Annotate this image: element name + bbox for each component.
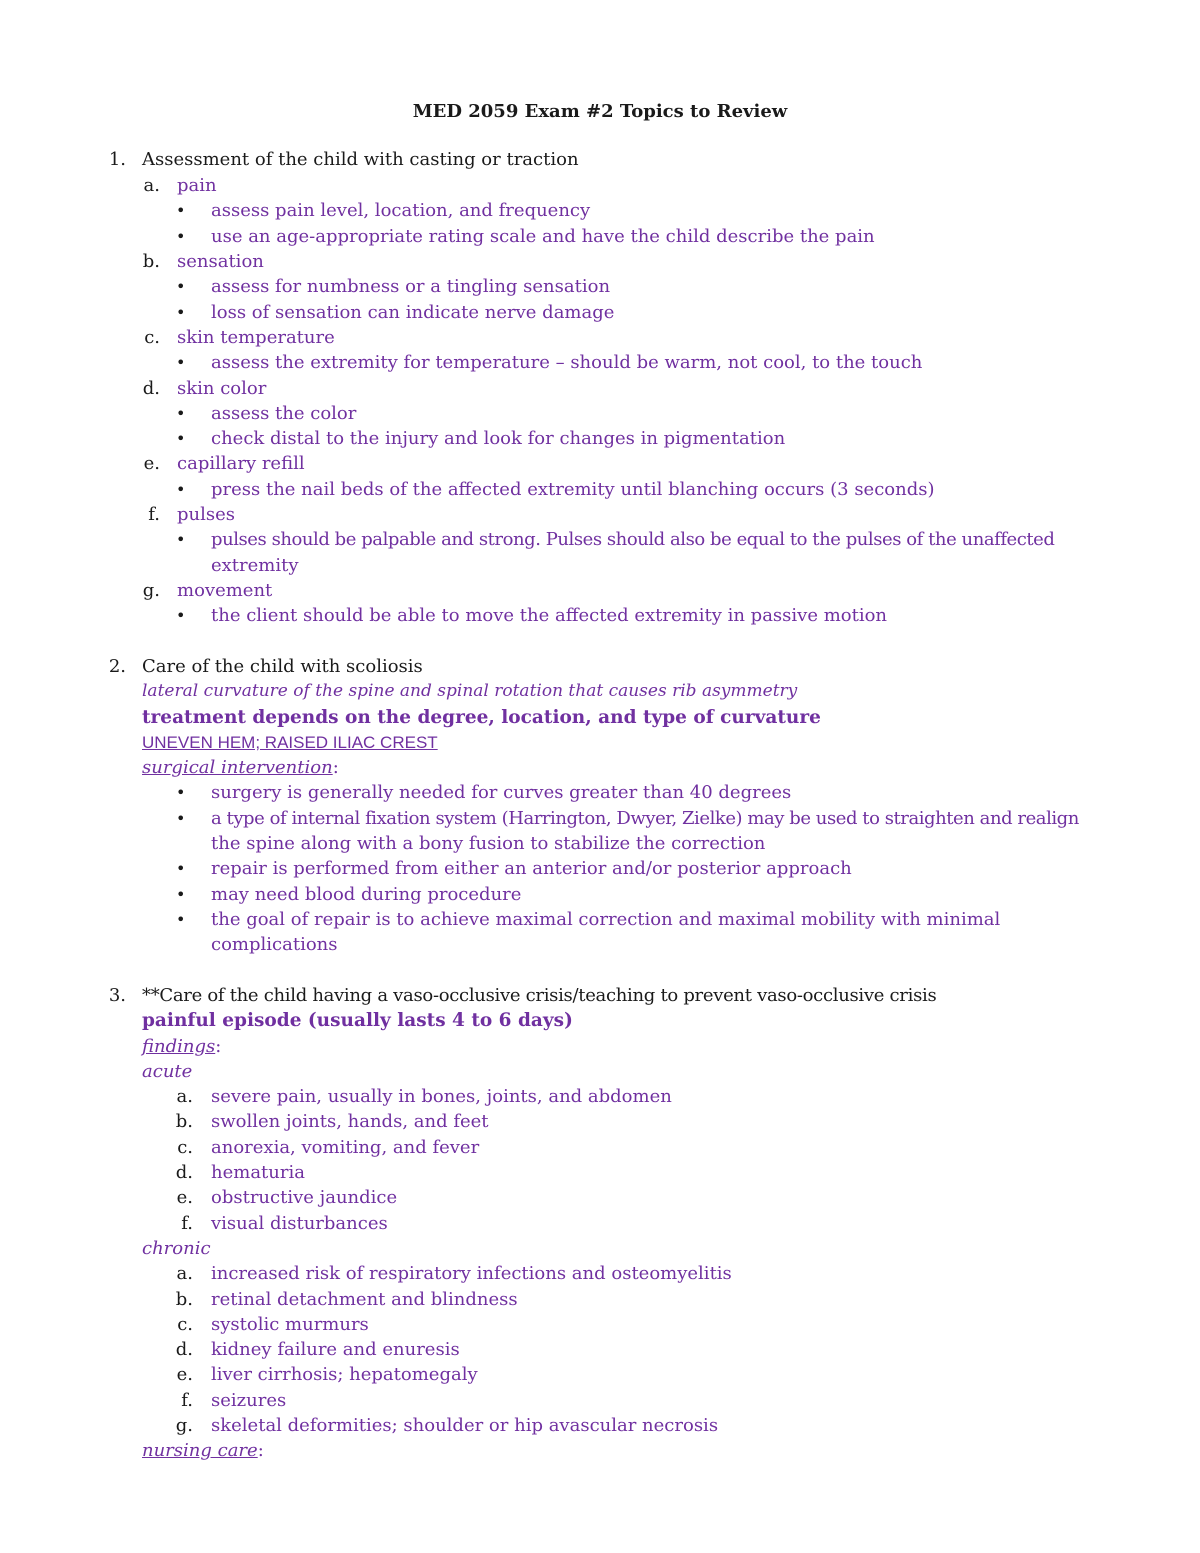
item-label: skin color [177,378,267,399]
item-letter: c. [177,1137,193,1158]
bullet-text: assess the extremity for temperature – should be warm, not cool, to the touch [211,352,923,373]
bullet-text: the client should be able to move the affected extremity in passive motion [211,605,888,626]
bullet-icon: • [176,303,186,322]
item-text: hematuria [211,1162,305,1183]
item-text: visual disturbances [211,1213,388,1234]
item-text: severe pain, usually in bones, joints, and abdomen [211,1086,672,1107]
bullet-icon: • [176,277,186,296]
bullet-text: surgery is generally needed for curves greater than 40 degrees [211,782,792,803]
item-label: movement [177,580,273,601]
bullet-icon: • [176,201,186,220]
item-text: obstructive jaundice [211,1187,398,1208]
item-letter: e. [176,1187,193,1208]
item-letter: g. [142,580,160,601]
scoliosis-definition: lateral curvature of the spine and spinal rotation that causes rib asymmetry [142,681,798,701]
bullet-text: press the nail beds of the affected extremity until blanching occurs (3 seconds) [211,479,935,500]
item-letter: a. [176,1263,193,1284]
item-text: increased risk of respiratory infections and osteomyelitis [211,1263,732,1284]
item-text: liver cirrhosis; hepatomegaly [211,1364,478,1385]
item-letter: e. [143,453,160,474]
item-letter: d. [175,1339,193,1360]
document-title: MED 2059 Exam #2 Topics to Review [412,101,788,122]
section-number: 2. [108,656,126,677]
bullet-icon: • [176,530,186,549]
item-text: skeletal deformities; shoulder or hip avascular necrosis [211,1415,719,1436]
scoliosis-signs: UNEVEN HEM; RAISED ILIAC CREST [142,733,438,752]
bullet-icon: • [176,783,186,802]
bullet-text: repair is performed from either an anterior and/or posterior approach [211,858,852,879]
item-letter: e. [176,1364,193,1385]
item-label: pulses [177,504,235,525]
bullet-icon: • [176,910,186,929]
findings-heading [142,1034,221,1059]
bullet-text: assess the color [211,403,357,424]
bullet-text: assess for numbness or a tingling sensation [211,276,611,297]
section-heading: **Care of the child having a vaso-occlusive crisis/teaching to prevent vaso-occlusive crisis [142,985,937,1006]
item-letter: a. [176,1086,193,1107]
bullet-icon: • [176,606,186,625]
bullet-text: the goal of repair is to achieve maximal correction and maximal mobility with minimal [211,909,1001,930]
nursing-care-heading [142,1438,264,1463]
bullet-text: extremity [211,555,299,576]
bullet-text: may need blood during procedure [211,884,522,905]
item-label: skin temperature [177,327,335,348]
bullet-text: check distal to the injury and look for changes in pigmentation [211,428,786,449]
bullet-icon: • [176,353,186,372]
bullet-icon: • [176,429,186,448]
section-number: 3. [108,985,126,1006]
item-text: anorexia, vomiting, and fever [211,1137,480,1158]
section-number: 1. [108,149,126,170]
scoliosis-treatment: treatment depends on the degree, location, and type of curvature [142,707,821,728]
bullet-icon: • [176,404,186,423]
nursing-care-label: nursing care [142,1440,258,1461]
section-heading: Care of the child with scoliosis [142,656,423,677]
item-letter: d. [142,378,160,399]
surgical-intervention-heading [142,755,339,780]
findings-label: findings [142,1036,216,1057]
item-letter: c. [177,1314,193,1335]
item-letter: b. [175,1111,193,1132]
surgical-intervention-label: surgical intervention [142,757,333,778]
item-text: kidney failure and enuresis [211,1339,460,1360]
item-text: systolic murmurs [211,1314,369,1335]
bullet-text: pulses should be palpable and strong. Pulses should also be equal to the pulses of the unaffected [211,529,1055,550]
item-letter: b. [142,251,160,272]
item-text: swollen joints, hands, and feet [211,1111,489,1132]
item-letter: c. [144,327,160,348]
item-letter: f. [148,504,160,525]
item-letter: f. [181,1213,193,1234]
bullet-icon: • [176,885,186,904]
acute-label: acute [142,1061,193,1082]
item-text: retinal detachment and blindness [211,1289,518,1310]
item-letter: d. [175,1162,193,1183]
bullet-icon: • [176,859,186,878]
bullet-text: loss of sensation can indicate nerve damage [211,302,615,323]
item-label: capillary refill [177,453,305,474]
bullet-icon: • [176,227,186,246]
bullet-text: use an age-appropriate rating scale and have the child describe the pain [211,226,875,247]
bullet-text: complications [211,934,338,955]
bullet-text: assess pain level, location, and frequency [211,200,591,221]
item-letter: f. [181,1390,193,1411]
item-label: sensation [177,251,264,272]
item-letter: a. [143,175,160,196]
findings-colon: : [215,1036,222,1057]
item-text: seizures [211,1390,287,1411]
episode-text: painful episode (usually lasts 4 to 6 days) [142,1010,573,1031]
surgical-intervention-colon: : [332,757,339,778]
bullet-icon: • [176,809,186,828]
chronic-label: chronic [142,1238,211,1259]
bullet-icon: • [176,480,186,499]
item-letter: g. [175,1415,193,1436]
bullet-text: the spine along with a bony fusion to stabilize the correction [211,833,766,854]
item-label: pain [177,175,217,196]
bullet-text: a type of internal fixation system (Harrington, Dwyer, Zielke) may be used to straighten and realign [211,808,1079,829]
section-heading: Assessment of the child with casting or traction [142,149,579,170]
nursing-care-colon: : [257,1440,264,1461]
item-letter: b. [175,1289,193,1310]
